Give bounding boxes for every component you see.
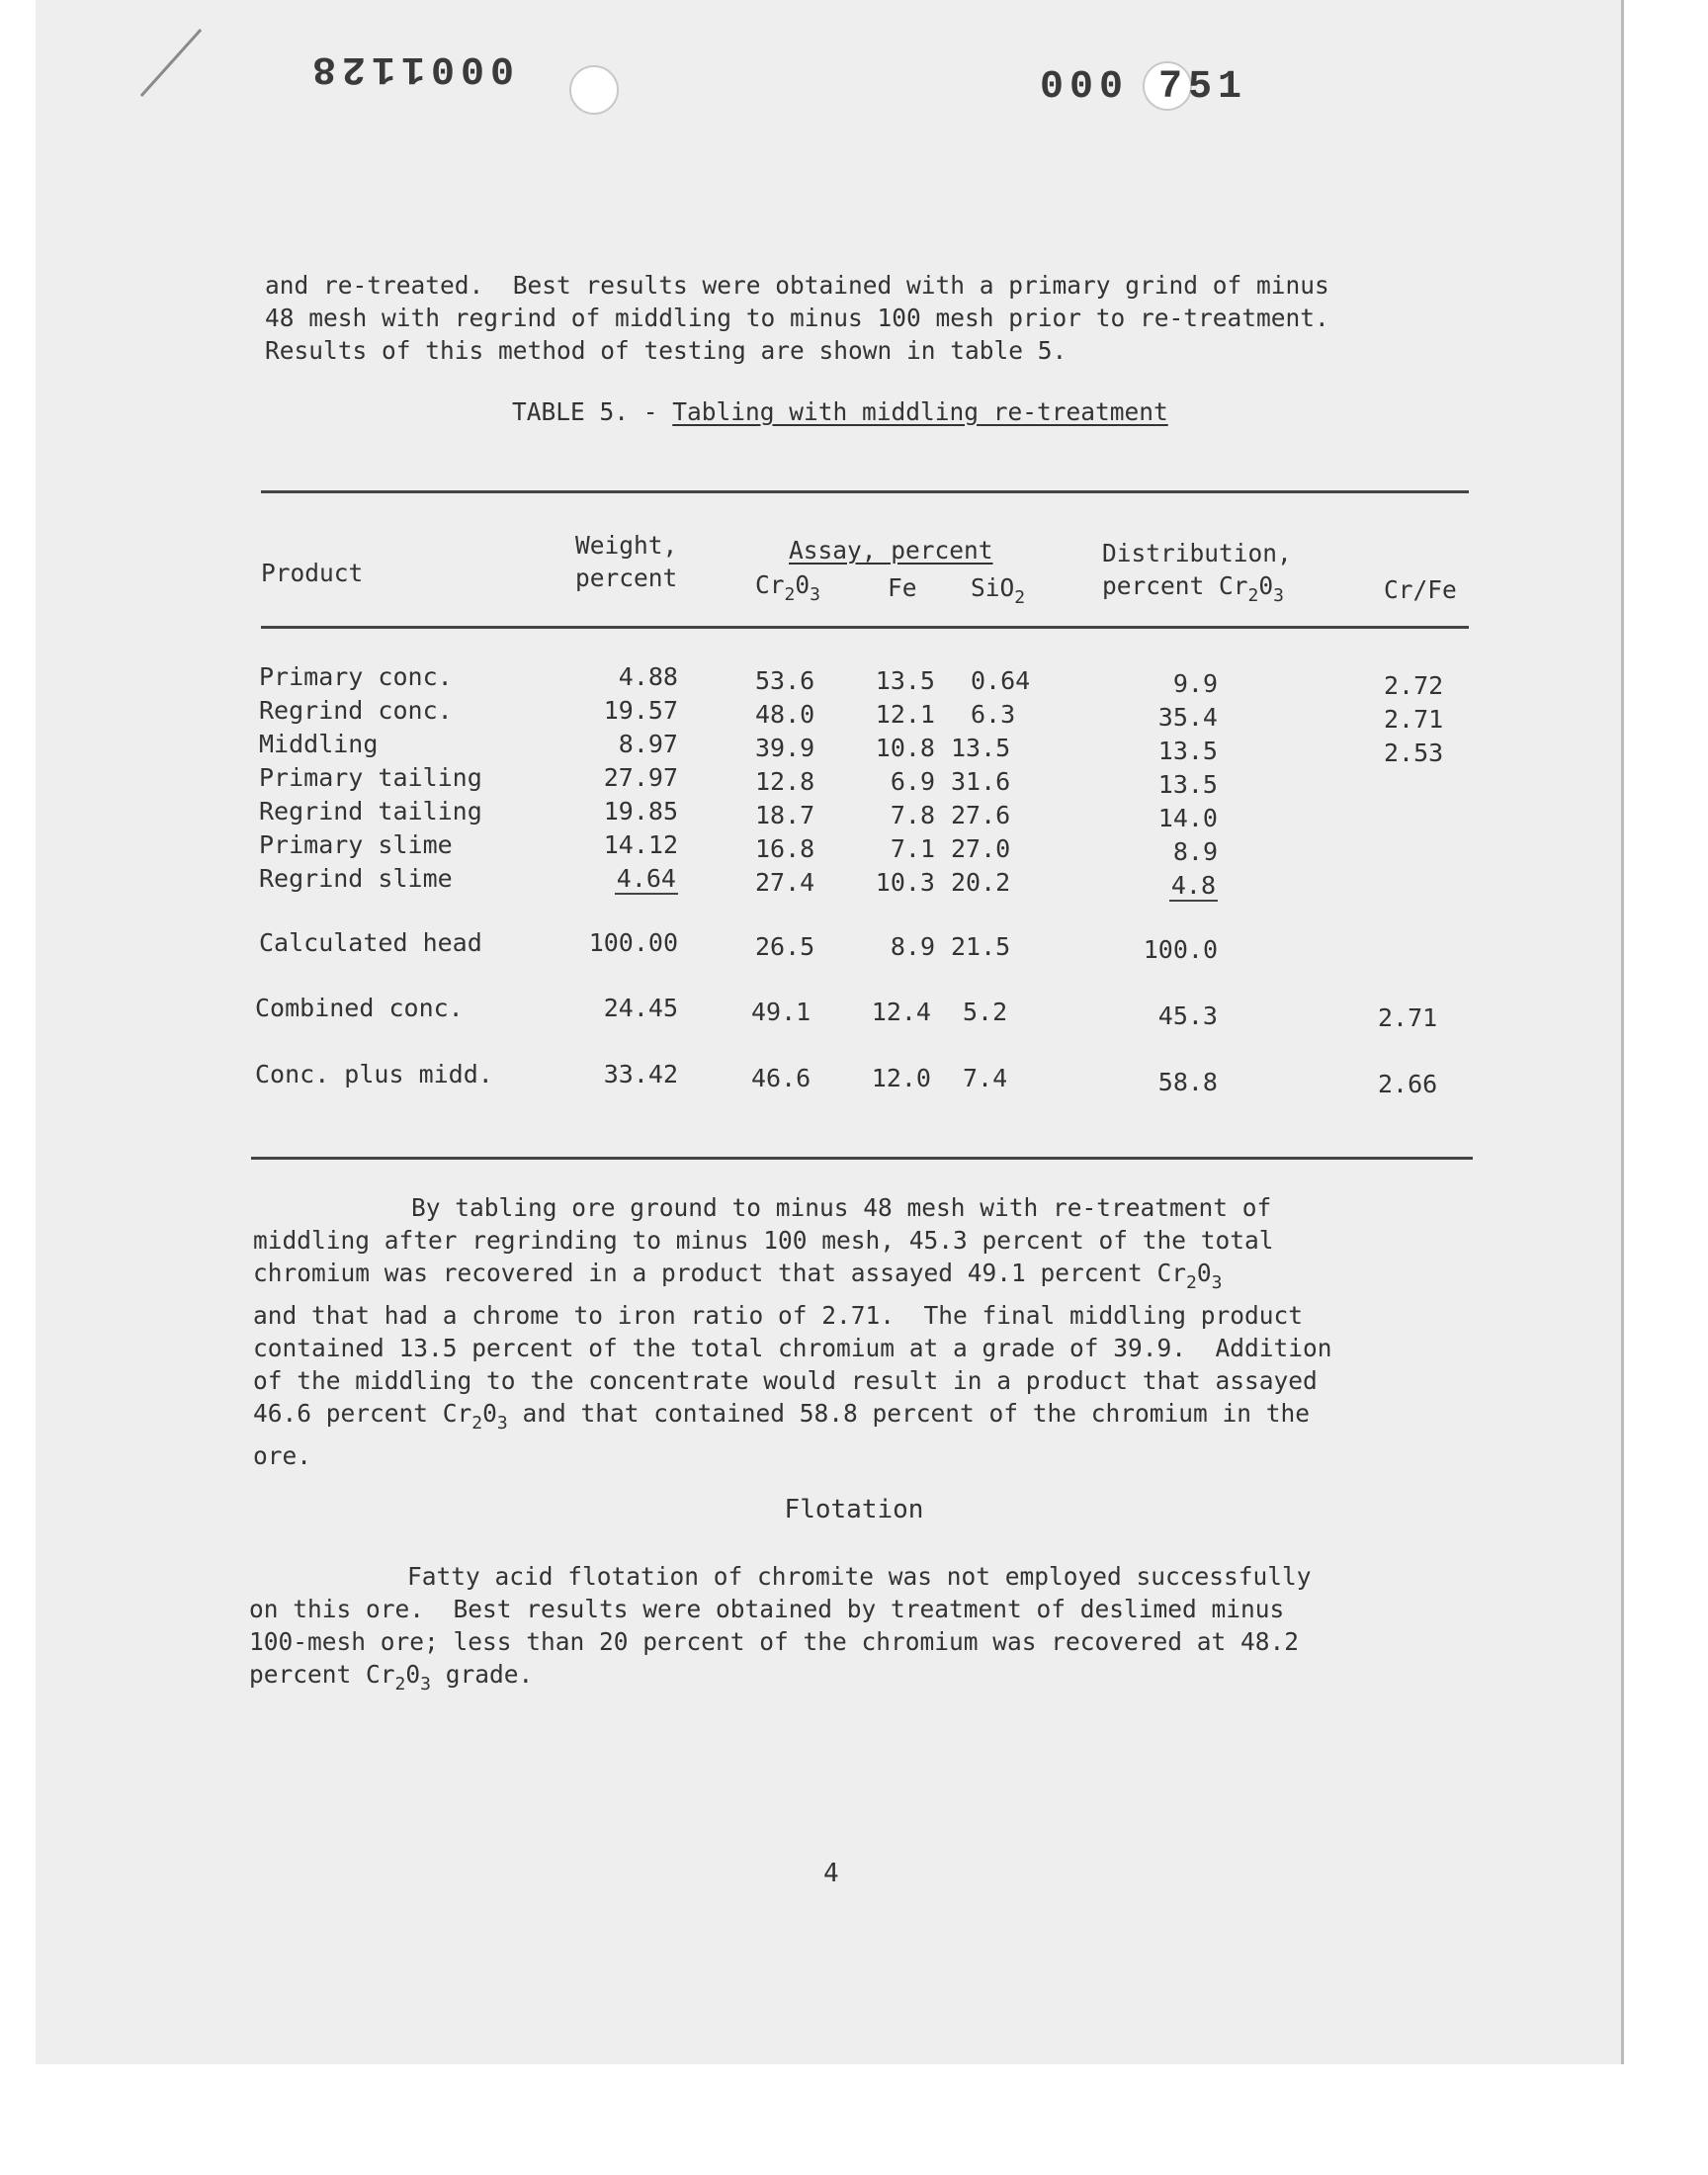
cell-fe: 12.1 — [875, 700, 935, 729]
cell-product: Middling — [259, 730, 379, 758]
cell-sio2: 0.64 — [971, 666, 1031, 695]
cell-sio2: 27.6 — [951, 801, 1011, 829]
cell-distribution: 13.5 — [1157, 770, 1218, 799]
cell-distribution: 8.9 — [1172, 837, 1218, 866]
cell-weight: 33.42 — [603, 1060, 678, 1088]
stamp-number-left: 0001128 — [306, 45, 515, 90]
cell-cr-fe: 2.71 — [1384, 705, 1444, 734]
cell-sio2: 31.6 — [951, 767, 1011, 796]
cell-cr2o3: 18.7 — [755, 801, 815, 829]
cell-cr2o3: 26.5 — [755, 932, 815, 961]
cell-fe: 8.9 — [890, 932, 935, 961]
cell-weight: 4.64 — [616, 864, 676, 893]
header-product: Product — [261, 559, 364, 587]
punch-hole — [569, 65, 619, 115]
cell-weight: 27.97 — [603, 763, 678, 792]
cell-sio2: 20.2 — [951, 868, 1011, 897]
cell-cr-fe: 2.53 — [1384, 739, 1444, 767]
cell-fe: 10.8 — [875, 734, 935, 762]
table-header-rule — [261, 626, 1469, 629]
cell-sio2: 27.0 — [951, 834, 1011, 863]
table-caption-prefix: TABLE 5. - — [512, 397, 673, 426]
cell-distribution: 100.0 — [1143, 935, 1218, 964]
cell-cr2o3: 48.0 — [755, 700, 815, 729]
cell-distribution: 58.8 — [1157, 1068, 1218, 1096]
cell-product: Primary tailing — [259, 763, 482, 792]
cell-product: Primary slime — [259, 830, 453, 859]
cell-cr2o3: 12.8 — [755, 767, 815, 796]
cell-distribution: 14.0 — [1157, 804, 1218, 832]
cell-product: Calculated head — [259, 928, 482, 957]
cell-fe: 12.0 — [871, 1064, 931, 1092]
cell-fe: 12.4 — [871, 998, 931, 1026]
flotation-paragraph: Fatty acid flotation of chromite was not employed successfully on this ore. Best results were obtained by treatment of deslimed minus 100-mesh ore; less than 20 percent of the chromium was recovered at 48.2 percent $Cr_20_3$ grade. — [249, 1562, 1312, 1695]
cell-fe: 10.3 — [875, 868, 935, 897]
cell-weight: 4.88 — [618, 662, 678, 691]
cell-cr-fe: 2.72 — [1384, 671, 1444, 700]
cell-product: Primary conc. — [259, 662, 453, 691]
page-number: 4 — [823, 1859, 839, 1888]
cell-fe: 7.1 — [890, 834, 935, 863]
cell-weight: 100.00 — [588, 928, 678, 957]
cell-cr2o3: 53.6 — [755, 666, 815, 695]
intro-paragraph: and re-treated. Best results were obtained with a primary grind of minus 48 mesh with regrind of middling to minus 100 mesh prior to re-treatment. Results of this method of testing are shown in table 5. — [265, 271, 1329, 365]
cell-weight: 19.85 — [603, 797, 678, 826]
cell-weight: 19.57 — [603, 696, 678, 725]
header-weight-line2: percent — [575, 564, 678, 592]
cell-sio2: 13.5 — [951, 734, 1011, 762]
header-cr-fe: Cr/Fe — [1384, 575, 1457, 604]
cell-cr2o3: 39.9 — [755, 734, 815, 762]
cell-product: Combined conc. — [255, 994, 464, 1022]
cell-weight: 14.12 — [603, 830, 678, 859]
cell-cr-fe: 2.71 — [1378, 1003, 1438, 1032]
cell-fe: 13.5 — [875, 666, 935, 695]
header-fe: Fe — [888, 573, 917, 602]
cell-weight: 8.97 — [618, 730, 678, 758]
cell-product: Regrind slime — [259, 864, 453, 893]
table-caption-title: Tabling with middling re-treatment — [672, 397, 1168, 426]
stamp-number-right: 000 751 — [1040, 65, 1248, 110]
cell-sio2: 6.3 — [971, 700, 1016, 729]
cell-weight: 24.45 — [603, 994, 678, 1022]
cell-distribution: 4.8 — [1170, 871, 1216, 900]
cell-fe: 6.9 — [890, 767, 935, 796]
header-distribution-line1: Distribution, — [1102, 539, 1292, 567]
cell-cr2o3: 46.6 — [751, 1064, 811, 1092]
cell-cr2o3: 16.8 — [755, 834, 815, 863]
header-cr2o3: $Cr_20_3$ — [755, 570, 820, 605]
cell-cr2o3: 27.4 — [755, 868, 815, 897]
cell-distribution: 45.3 — [1157, 1001, 1218, 1030]
header-sio2: SiO$_2$ — [971, 573, 1026, 608]
section-heading-flotation: Flotation — [784, 1495, 924, 1524]
cell-cr-fe: 2.66 — [1378, 1070, 1438, 1098]
header-assay-group: Assay, percent — [789, 536, 993, 565]
results-paragraph: By tabling ore ground to minus 48 mesh with re-treatment of middling after regrinding to minus 100 mesh, 45.3 percent of the total chromium was recovered in a product that assayed 49.1 percent $Cr_20_3$ and that had a chrome to iron ratio of 2.71. The final middling product contained 13.5 percent of the total chromium at a grade of 39.9. Addition of the middling to the concentrate would result in a product that assayed 46.6 percent $Cr_20_3$ and that contained 58.8 percent of the chromium in the ore. — [253, 1193, 1332, 1470]
table-caption — [512, 397, 1168, 426]
cell-distribution: 9.9 — [1172, 669, 1218, 698]
cell-product: Regrind tailing — [259, 797, 482, 826]
header-distribution-line2: percent $Cr_20_3$ — [1102, 571, 1284, 606]
header-weight-line1: Weight, — [575, 531, 678, 560]
table-top-rule — [261, 490, 1469, 493]
cell-cr2o3: 49.1 — [751, 998, 811, 1026]
cell-product: Conc. plus midd. — [255, 1060, 493, 1088]
cell-sio2: 21.5 — [951, 932, 1011, 961]
cell-sio2: 5.2 — [963, 998, 1008, 1026]
cell-distribution: 35.4 — [1157, 703, 1218, 732]
cell-distribution: 13.5 — [1157, 737, 1218, 765]
cell-sio2: 7.4 — [963, 1064, 1008, 1092]
table-bottom-rule — [251, 1157, 1473, 1160]
cell-fe: 7.8 — [890, 801, 935, 829]
cell-product: Regrind conc. — [259, 696, 453, 725]
